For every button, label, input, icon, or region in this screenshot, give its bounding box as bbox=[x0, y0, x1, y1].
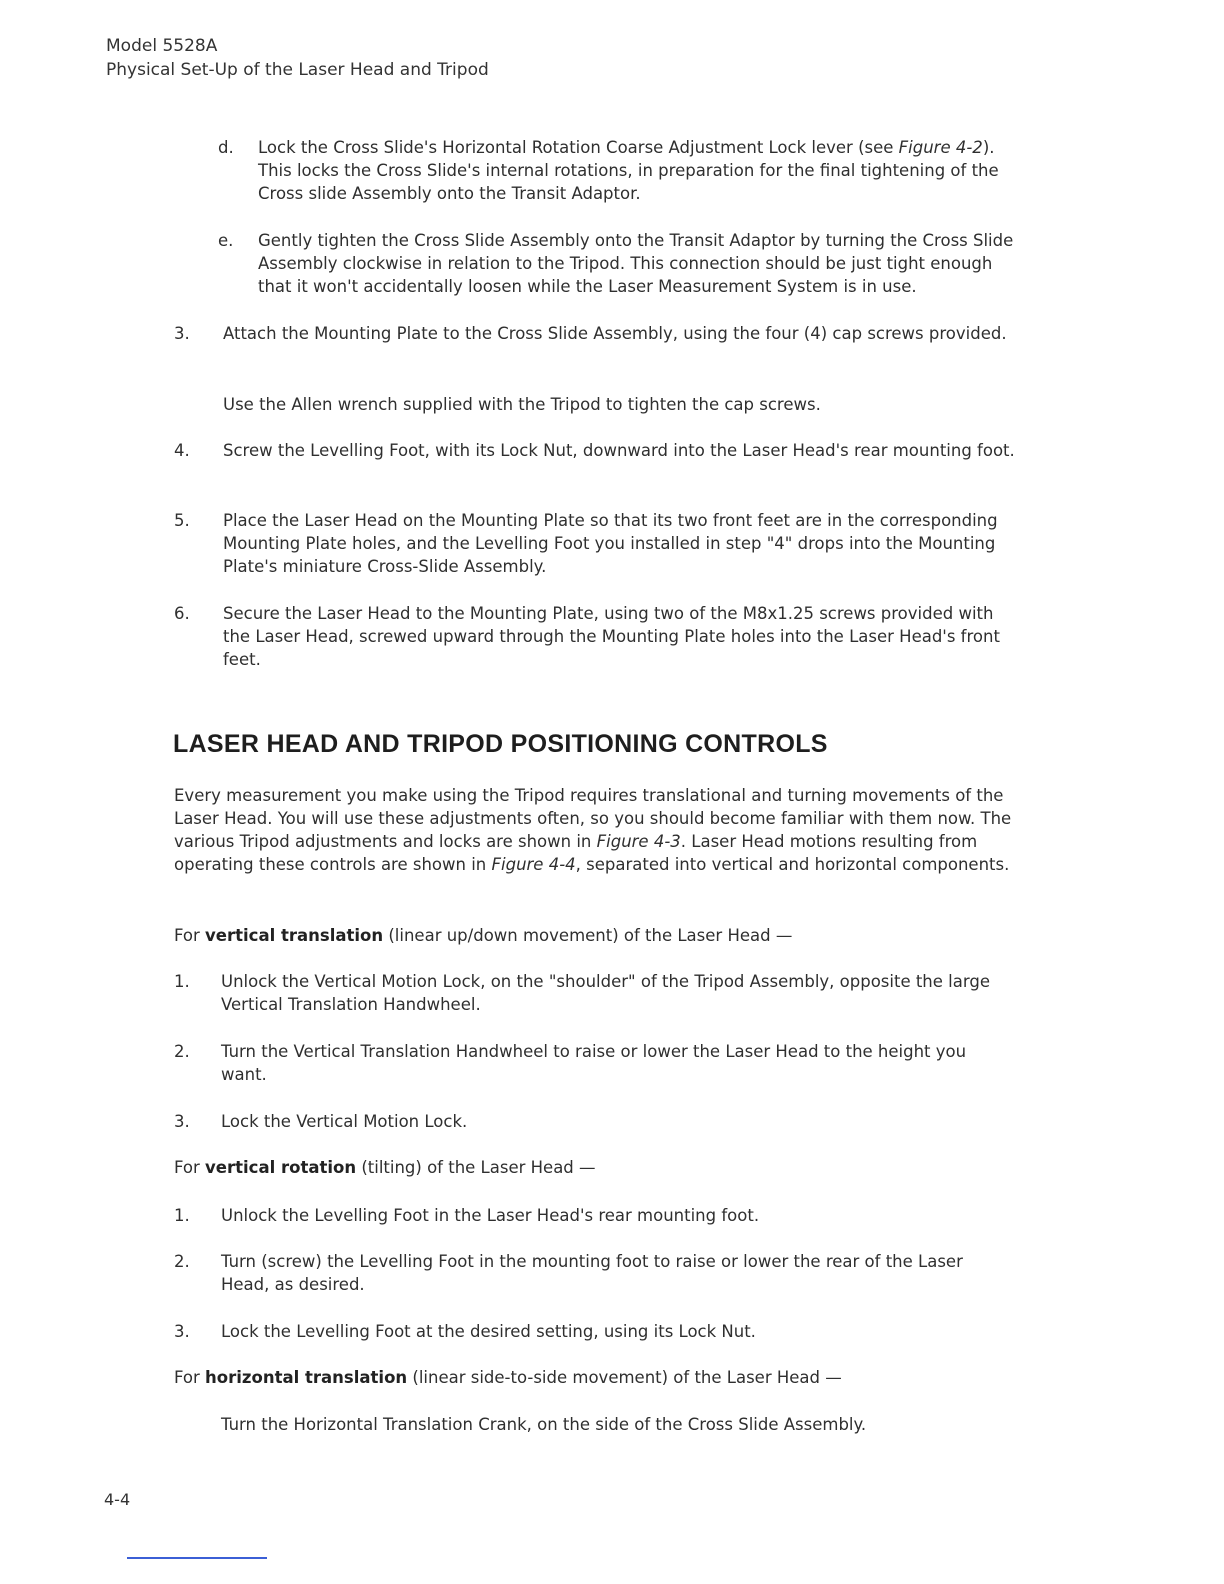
vertical-translation-lead: For vertical translation (linear up/down movement) of the Laser Head — bbox=[174, 926, 793, 945]
page-number: 4-4 bbox=[104, 1490, 131, 1509]
vt-step-3: 3. Lock the Vertical Motion Lock. bbox=[174, 1112, 468, 1131]
step-4 bbox=[174, 439, 1016, 462]
step-number: 5. bbox=[174, 511, 190, 530]
figure-ref: Figure 4-3 bbox=[596, 832, 681, 851]
step-number: e. bbox=[218, 231, 234, 250]
vt-step-1: 1. Unlock the Vertical Motion Lock, on the "shoulder" of the Tripod Assembly, opposite the large Vertical Translation Handwheel. bbox=[174, 972, 990, 1014]
step-text: Screw the Levelling Foot, with its Lock Nut, downward into the Laser Head's rear mounting foot. bbox=[223, 441, 1015, 460]
horizontal-translation-step: Turn the Horizontal Translation Crank, on the side of the Cross Slide Assembly. bbox=[221, 1415, 867, 1434]
vt-step-2: 2. Turn the Vertical Translation Handwheel to raise or lower the Laser Head to the height you want. bbox=[174, 1042, 967, 1084]
intro-paragraph: Every measurement you make using the Tripod requires translational and turning movements of the Laser Head. You will use these adjustments often, so you should become familiar with them now. The various Tripod adjustments and locks are shown in Figure 4-3. Laser Head motions resulting from operating these controls are shown in Figure 4-4, separated into vertical and horizontal components. bbox=[174, 786, 1012, 874]
vr-step-3: 3. Lock the Levelling Foot at the desired setting, using its Lock Nut. bbox=[174, 1322, 756, 1341]
horizontal-translation-lead: For horizontal translation (linear side-to-side movement) of the Laser Head — bbox=[174, 1368, 842, 1387]
step-d: d. Lock the Cross Slide's Horizontal Rotation Coarse Adjustment Lock lever (see Figure 4-2). This locks the Cross Slide's internal rotations, in preparation for the final tightening of the Cross slide Assembly onto the Transit Adaptor. bbox=[218, 138, 999, 203]
step-number: 3. bbox=[174, 324, 190, 343]
step-number: d. bbox=[218, 138, 234, 157]
footer-rule bbox=[127, 1557, 267, 1559]
step-text: Place the Laser Head on the Mounting Plate so that its two front feet are in the corresponding Mounting Plate holes, and the Levelling Foot you installed in step "4" drops into the Mounting Plate's miniature Cross-Slide Assembly. bbox=[223, 511, 998, 576]
page-header bbox=[106, 34, 489, 82]
step-text: Secure the Laser Head to the Mounting Plate, using two of the M8x1.25 screws provided with the Laser Head, screwed upward through the Mounting Plate holes into the Laser Head's front feet. bbox=[223, 604, 1000, 669]
step-3 bbox=[174, 322, 1016, 345]
vertical-rotation-lead: For vertical rotation (tilting) of the Laser Head — bbox=[174, 1158, 596, 1177]
section-heading: LASER HEAD AND TRIPOD POSITIONING CONTROLS bbox=[173, 730, 828, 758]
step-number: 4. bbox=[174, 441, 190, 460]
step-3-note: Use the Allen wrench supplied with the Tripod to tighten the cap screws. bbox=[223, 395, 821, 414]
step-5 bbox=[174, 509, 1016, 578]
figure-ref: Figure 4-2 bbox=[898, 138, 983, 157]
step-e bbox=[218, 229, 1024, 298]
figure-ref: Figure 4-4 bbox=[491, 855, 576, 874]
section-label: Physical Set-Up of the Laser Head and Tripod bbox=[106, 60, 489, 80]
model-label: Model 5528A bbox=[106, 36, 218, 56]
step-text: Gently tighten the Cross Slide Assembly onto the Transit Adaptor by turning the Cross Slide Assembly clockwise in relation to the Tripod. This connection should be just tight enough that it won't accidentally loosen while the Laser Measurement System is in use. bbox=[258, 231, 1014, 296]
step-6 bbox=[174, 602, 1016, 671]
vr-step-2: 2. Turn (screw) the Levelling Foot in the mounting foot to raise or lower the rear of the Laser Head, as desired. bbox=[174, 1252, 963, 1294]
step-number: 6. bbox=[174, 604, 190, 623]
vr-step-1: 1. Unlock the Levelling Foot in the Laser Head's rear mounting foot. bbox=[174, 1206, 760, 1225]
step-text: Attach the Mounting Plate to the Cross Slide Assembly, using the four (4) cap screws provided. bbox=[223, 324, 1007, 343]
